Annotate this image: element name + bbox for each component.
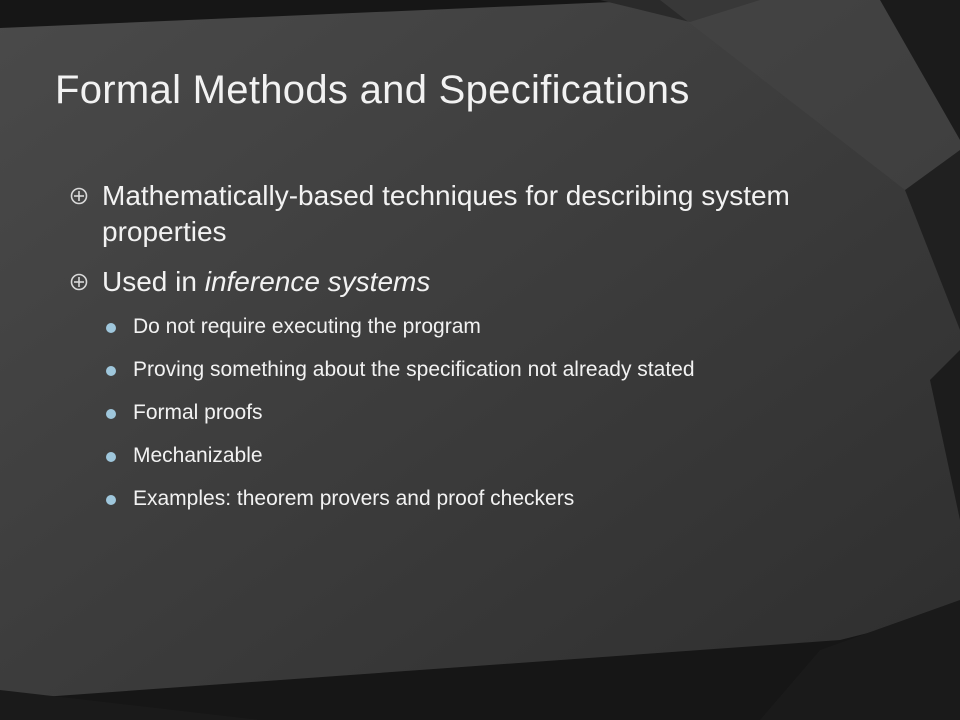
filled-circle-icon [106, 323, 116, 333]
sub-bullet-text: Do not require executing the program [133, 315, 481, 338]
circled-plus-icon [70, 273, 88, 291]
circled-plus-icon [70, 187, 88, 205]
sub-bullet-item [106, 486, 830, 512]
bullet-2-emphasis: inference systems [204, 266, 431, 297]
sub-bullet-text: Examples: theorem provers and proof checkers [133, 487, 575, 510]
bullet-1-text: Mathematically-based techniques for describing system properties [102, 180, 790, 247]
filled-circle-icon [106, 452, 116, 462]
sub-bullet-item [106, 357, 830, 383]
sub-bullet-text: Mechanizable [133, 444, 263, 467]
slide-body [70, 178, 830, 529]
sub-bullet-text: Proving something about the specification not already stated [133, 358, 695, 381]
filled-circle-icon [106, 495, 116, 505]
bullet-1 [70, 178, 830, 250]
sub-bullet-text: Formal proofs [133, 401, 263, 424]
filled-circle-icon [106, 366, 116, 376]
sub-bullet-item [106, 314, 830, 340]
filled-circle-icon [106, 409, 116, 419]
bullet-2 [70, 264, 830, 300]
sub-bullet-list [70, 314, 830, 512]
bullet-2-prefix: Used in [102, 266, 205, 297]
sub-bullet-item [106, 400, 830, 426]
slide-title: Formal Methods and Specifications [55, 68, 690, 112]
sub-bullet-item [106, 443, 830, 469]
